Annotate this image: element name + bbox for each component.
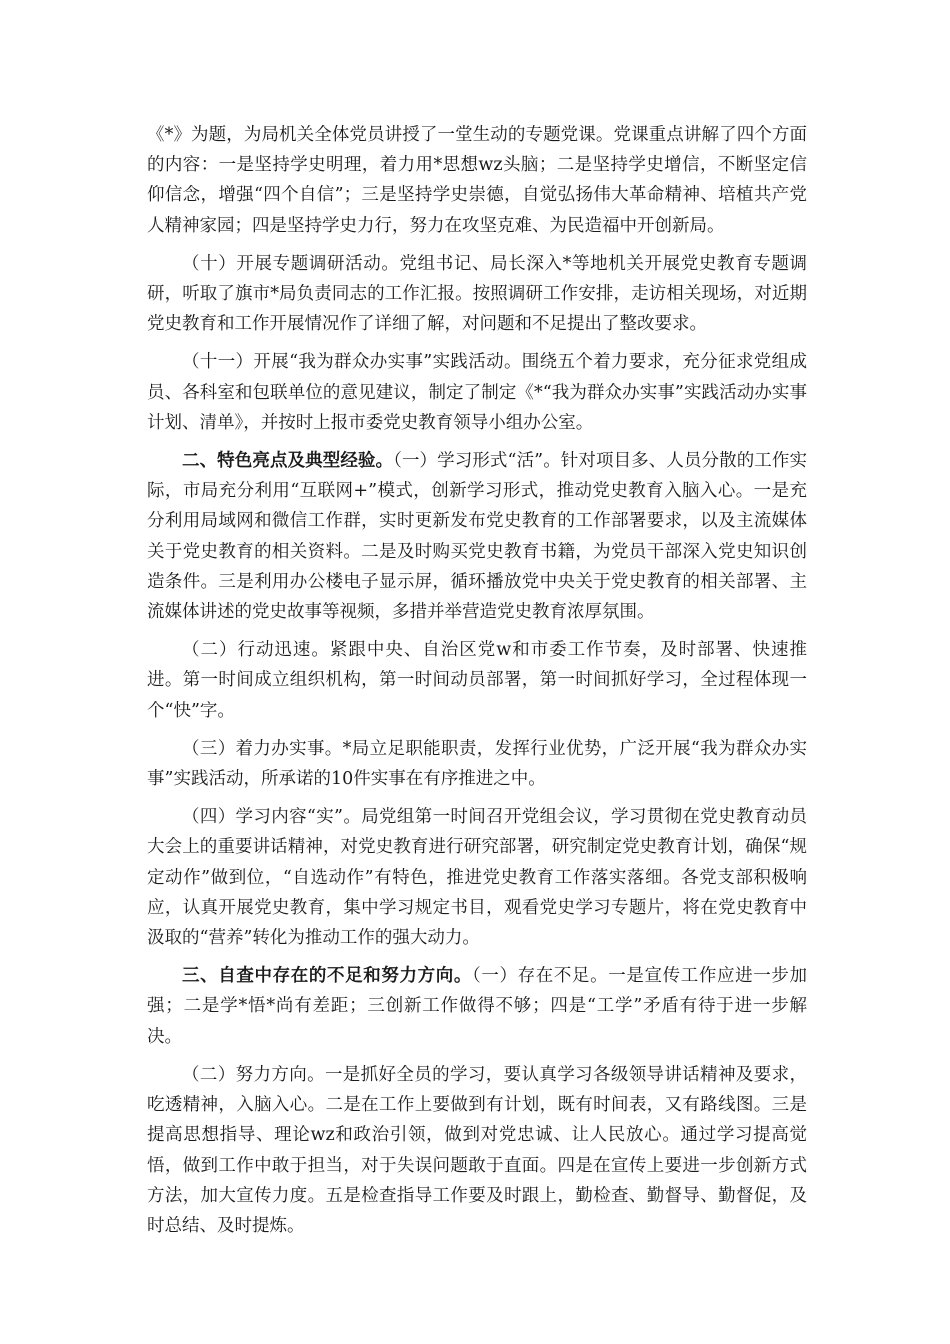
paragraph-practical-activity [147,347,807,438]
paragraph-text: （二）努力方向。一是抓好全员的学习，要认真学习各级领导讲话精神及要求，吃透精神，入脑入心。二是在工作上要做到有计划，既有时间表，又有路线图。三是提高思想指导、理论wz和政治引领，做到对党忠诚、让人民放心。通过学习提高觉悟，做到工作中敢于担当，对于失误问题敢于直面。四是在宣传上要进一步创新方式方法，加大宣传力度。五是检查指导工作要及时跟上，勤检查、勤督导、勤督促，及时总结、及时提炼。 [147,1064,807,1236]
paragraph-direction [147,1060,807,1241]
section-heading: 三、自查中存在的不足和努力方向。 [182,966,472,987]
paragraph-text: （十一）开展“我为群众办实事”实践活动。围绕五个着力要求，充分征求党组成员、各科室和包联单位的意见建议，制定了制定《*“我为群众办实事”实践活动办实事计划、清单》，并按时上报市委党史教育领导小组办公室。 [147,352,807,433]
paragraph-text: 《*》为题，为局机关全体党员讲授了一堂生动的专题党课。党课重点讲解了四个方面的内容：一是坚持学史明理，着力用*思想wz头脑；二是坚持学史增信，不断坚定信仰信念，增强“四个自信”；三是坚持学史崇德，自觉弘扬伟大革命精神、培植共产党人精神家园；四是坚持学史力行，努力在攻坚克难、为民造福中开创新局。 [147,125,807,236]
paragraph-text: （一）存在不足。一是宣传工作应进一步加强；二是学*悟*尚有差距；三创新工作做得不够；四是“工学”矛盾有待于进一步解决。 [147,966,807,1047]
paragraph-shortcomings [147,961,807,1052]
paragraph-text: （一）学习形式“活”。针对项目多、人员分散的工作实际，市局充分利用“互联网+”模式，创新学习形式，推动党史教育入脑入心。一是充分利用局域网和微信工作群，实时更新发布党史教育的工作部署要求，以及主流媒体关于党史教育的相关资料。二是及时购买党史教育书籍，为党员干部深入党史知识创造条件。三是利用办公楼电子显示屏，循环播放党中央关于党史教育的相关部署、主流媒体讲述的党史故事等视频，多措并举营造党史教育浓厚氛围。 [147,451,807,623]
paragraph-highlights [147,446,807,627]
paragraph-research-activity [147,249,807,340]
section-heading: 二、特色亮点及典型经验。 [182,451,394,472]
document-page [147,120,807,1249]
paragraph-quick-action [147,635,807,726]
paragraph-learning-content [147,802,807,953]
paragraph-party-lecture [147,120,807,241]
paragraph-text: （二）行动迅速。紧跟中央、自治区党w和市委工作节奏，及时部署、快速推进。第一时间成立组织机构，第一时间动员部署，第一时间抓好学习，全过程体现一个“快”字。 [147,640,807,721]
paragraph-text: （四）学习内容“实”。局党组第一时间召开党组会议，学习贯彻在党史教育动员大会上的重要讲话精神，对党史教育进行研究部署，研究制定党史教育计划，确保“规定动作”做到位，“自选动作”有特色，推进党史教育工作落实落细。各党支部积极响应，认真开展党史教育，集中学习规定书目，观看党史学习专题片，将在党史教育中汲取的“营养”转化为推动工作的强大动力。 [147,807,807,949]
paragraph-text: （三）着力办实事。*局立足职能职责，发挥行业优势，广泛开展“我为群众办实事”实践活动，所承诺的10件实事在有序推进之中。 [147,738,807,790]
paragraph-text: （十）开展专题调研活动。党组书记、局长深入*等地机关开展党史教育专题调研，听取了旗市*局负责同志的工作汇报。按照调研工作安排，走访相关现场，对近期党史教育和工作开展情况作了详细了解，对问题和不足提出了整改要求。 [147,253,807,335]
paragraph-practical-matters [147,734,807,794]
